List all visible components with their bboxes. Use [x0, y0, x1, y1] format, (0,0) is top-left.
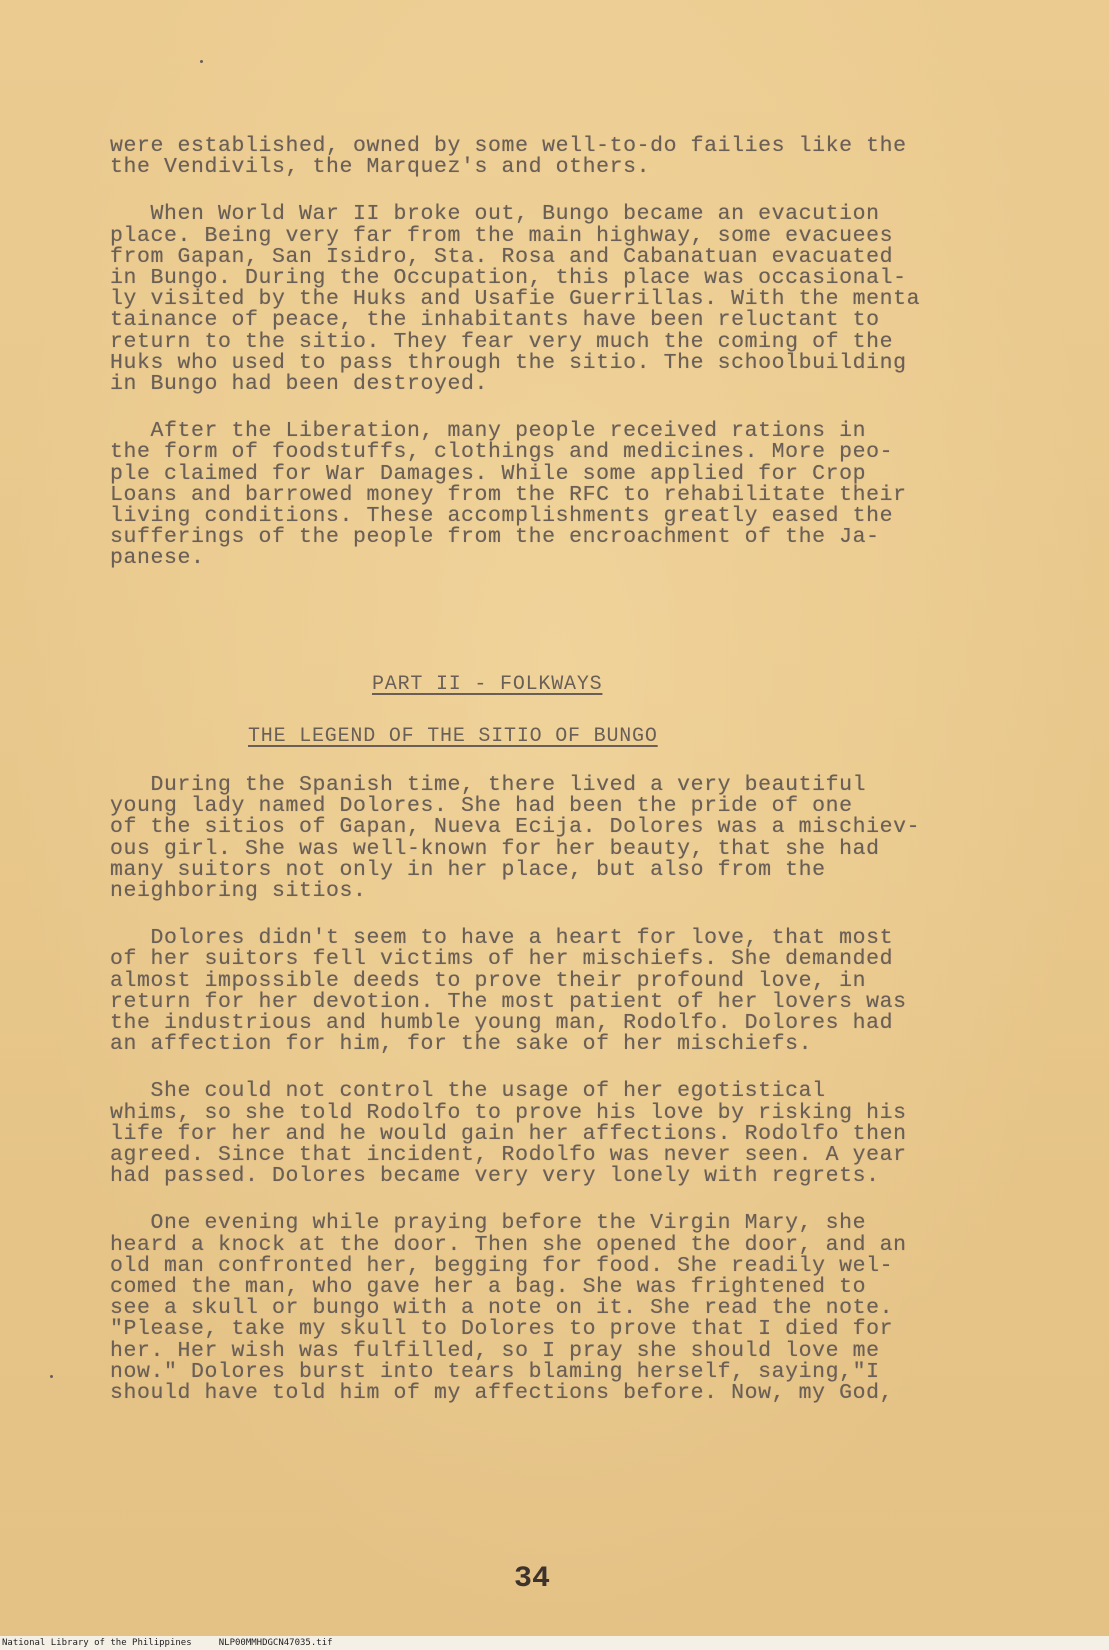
paragraph-dolores-intro: [110, 775, 1010, 902]
part-heading: PART II - FOLKWAYS: [372, 673, 603, 696]
text-line: heard a knock at the door. Then she opened the door, and an: [110, 1232, 907, 1257]
text-line: of her suitors fell victims of her mischiefs. She demanded: [110, 947, 894, 972]
text-line: old man confronted her, begging for food. She readily wel-: [110, 1253, 894, 1278]
paragraph-world-war: [110, 204, 1010, 395]
text-line: ple claimed for War Damages. While some applied for Crop: [110, 461, 867, 486]
text-line: panese.: [110, 546, 205, 571]
text-line: many suitors not only in her place, but also from the: [110, 857, 826, 882]
lower-text-block: [110, 775, 1010, 1430]
text-line: After the Liberation, many people received rations in: [110, 419, 867, 444]
upper-text-block: [110, 136, 1010, 596]
text-line: in Bungo had been destroyed.: [110, 372, 489, 397]
text-line: the form of foodstuffs, clothings and medicines. More peo-: [110, 440, 894, 465]
text-line: sufferings of the people from the encroachment of the Ja-: [110, 525, 880, 550]
page-number: 34: [514, 1562, 551, 1596]
text-line: were established, owned by some well-to-do failies like the: [110, 134, 907, 158]
text-line: return for her devotion. The most patient of her lovers was: [110, 989, 907, 1014]
paragraph-suitors: [110, 928, 1010, 1055]
text-line: One evening while praying before the Virgin Mary, she: [110, 1211, 867, 1236]
text-line: her. Her wish was fulfilled, so I pray she should love me: [110, 1338, 880, 1363]
text-line: agreed. Since that incident, Rodolfo was never seen. A year: [110, 1143, 907, 1168]
scan-speck: [200, 60, 203, 63]
paragraph-liberation: [110, 421, 1010, 569]
paragraph-establishment: [110, 136, 1010, 178]
text-line: an affection for him, for the sake of her mischiefs.: [110, 1032, 813, 1057]
text-line: ly visited by the Huks and Usafie Guerrillas. With the menta: [110, 287, 921, 312]
text-line: Huks who used to pass through the sitio. The schoolbuilding: [110, 350, 907, 375]
legend-heading: THE LEGEND OF THE SITIO OF BUNGO: [248, 725, 658, 748]
text-line: When World War II broke out, Bungo became an evacution: [110, 202, 880, 227]
text-line: the industrious and humble young man, Rodolfo. Dolores had: [110, 1011, 894, 1036]
text-line: Dolores didn't seem to have a heart for love, that most: [110, 926, 894, 951]
text-line: life for her and he would gain her affections. Rodolfo then: [110, 1121, 907, 1146]
text-line: in Bungo. During the Occupation, this place was occasional-: [110, 266, 907, 291]
text-line: now." Dolores burst into tears blaming herself, saying,"I: [110, 1359, 880, 1384]
text-line: the Vendivils, the Marquez's and others.: [110, 155, 651, 180]
scan-speck: [50, 1375, 53, 1378]
text-line: place. Being very far from the main highway, some evacuees: [110, 223, 894, 248]
text-line: almost impossible deeds to prove their profound love, in: [110, 968, 867, 993]
text-line: see a skull or bungo with a note on it. She read the note.: [110, 1296, 894, 1321]
text-line: should have told him of my affections before. Now, my God,: [110, 1381, 894, 1406]
text-line: tainance of peace, the inhabitants have been reluctant to: [110, 308, 880, 333]
text-line: "Please, take my skull to Dolores to prove that I died for: [110, 1317, 894, 1342]
text-line: Loans and barrowed money from the RFC to rehabilitate their: [110, 482, 907, 507]
text-line: comed the man, who gave her a bag. She was frightened to: [110, 1275, 867, 1300]
text-line: return to the sitio. They fear very much the coming of the: [110, 329, 894, 354]
text-line: from Gapan, San Isidro, Sta. Rosa and Cabanatuan evacuated: [110, 244, 894, 269]
text-line: ous girl. She was well-known for her beauty, that she had: [110, 836, 880, 861]
text-line: had passed. Dolores became very very lonely with regrets.: [110, 1164, 880, 1189]
text-line: neighboring sitios.: [110, 879, 367, 904]
paragraph-rodolfo: [110, 1081, 1010, 1187]
paragraph-evening: [110, 1213, 1010, 1404]
text-line: During the Spanish time, there lived a very beautiful: [110, 773, 867, 797]
text-line: young lady named Dolores. She had been the pride of one: [110, 794, 853, 819]
text-line: whims, so she told Rodolfo to prove his love by risking his: [110, 1100, 907, 1125]
text-line: living conditions. These accomplishments greatly eased the: [110, 504, 894, 529]
text-line: of the sitios of Gapan, Nueva Ecija. Dolores was a mischiev-: [110, 815, 921, 840]
footer-caption: National Library of the Philippines NLP00MMHDGCN47035.tif: [0, 1636, 1109, 1650]
text-line: She could not control the usage of her egotistical: [110, 1079, 826, 1104]
